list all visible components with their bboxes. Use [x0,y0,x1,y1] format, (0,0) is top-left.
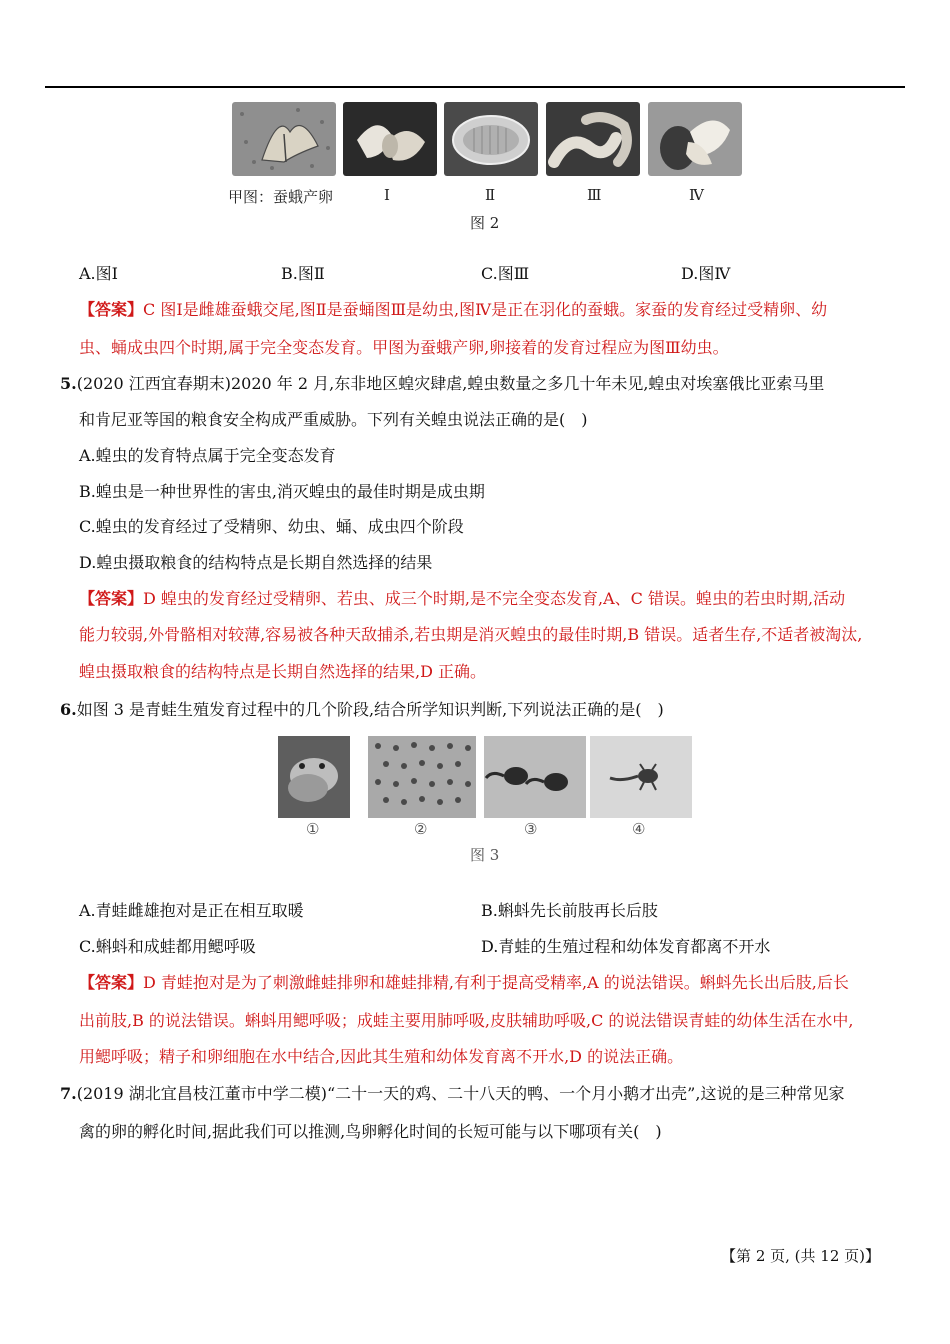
label-stage-2: ② [414,820,428,838]
q6-answer-line-2: 出前肢,B 的说法错误。蝌蚪用鳃呼吸；成蛙主要用肺呼吸,皮肤辅助呼吸,C 的说法错误青蛙的幼体生活在水中, [79,1011,854,1030]
label-stage-II: Ⅱ [485,186,496,204]
figure-3-title: 图 3 [470,846,500,864]
q6-option-b: B.蝌蚪先长前肢再长后肢 [481,901,658,920]
q5-option-a: A.蝗虫的发育特点属于完全变态发育 [79,446,336,465]
q6-answer-line-1: 【答案】D 青蛙抱对是为了刺激雌蛙排卵和雄蛙排精,有利于提高受精率,A 的说法错误。蝌蚪先长出后肢,后长 [79,973,849,992]
q5-answer-line-3: 蝗虫摄取粮食的结构特点是长期自然选择的结果,D 正确。 [79,662,487,681]
header-rule [45,86,905,88]
answer-tag: 【答案】 [79,589,144,608]
label-stage-IV: Ⅳ [689,186,704,204]
q7-stem-line-1: 7.(2019 湖北宜昌枝江董市中学二模)“二十一天的鸡、二十八天的鸭、一个月小鹅才出壳”,这说的是三种常见家 [60,1084,845,1103]
q6-stem: 6.如图 3 是青蛙生殖发育过程中的几个阶段,结合所学知识判断,下列说法正确的是( ) [60,700,664,719]
q4-option-c: C.图Ⅲ [481,264,530,283]
q5-number: 5. [60,374,77,393]
q6-option-a: A.青蛙雌雄抱对是正在相互取暖 [79,901,304,920]
photo-stage-II [444,102,538,176]
figure-2-caption: 甲图：蚕蛾产卵 [228,188,334,206]
q7-stem-line-2: 禽的卵的孵化时间,据此我们可以推测,鸟卵孵化时间的长短可能与以下哪项有关( ) [79,1122,662,1141]
q4-option-b: B.图Ⅱ [281,264,325,283]
photo-frog-eggs [368,736,476,818]
photo-stage-IV [648,102,742,176]
q4-answer-line-2: 虫、蛹成虫四个时期,属于完全变态发育。甲图为蚕蛾产卵,卵接着的发育过程应为图Ⅲ幼虫。 [79,338,729,357]
figure-2-title: 图 2 [470,214,500,232]
label-stage-3: ③ [524,820,538,838]
photo-silkmoth-laying-eggs [232,102,336,176]
label-stage-I: Ⅰ [384,186,390,204]
label-stage-1: ① [306,820,320,838]
q4-option-d: D.图Ⅳ [681,264,731,283]
q5-option-c: C.蝗虫的发育经过了受精卵、幼虫、蛹、成虫四个阶段 [79,517,464,536]
page-footer: 【第 2 页, (共 12 页)】 [721,1247,880,1265]
q6-option-c: C.蝌蚪和成蛙都用鳃呼吸 [79,937,256,956]
q4-option-a: A.图Ⅰ [79,264,118,283]
label-stage-4: ④ [632,820,646,838]
q6-option-d: D.青蛙的生殖过程和幼体发育都离不开水 [481,937,771,956]
label-stage-III: Ⅲ [587,186,602,204]
q5-stem-line-2: 和肯尼亚等国的粮食安全构成严重威胁。下列有关蝗虫说法正确的是( ) [79,410,588,429]
figure-2 [226,98,744,238]
q5-answer-line-2: 能力较弱,外骨骼相对较薄,容易被各种天敌捕杀,若虫期是消灭蝗虫的最佳时期,B 错误。适者生存,不适者被淘汰, [79,625,863,644]
q5-option-d: D.蝗虫摄取粮食的结构特点是长期自然选择的结果 [79,553,433,572]
photo-stage-III [546,102,640,176]
answer-tag: 【答案】 [79,300,144,319]
photo-frogs-amplexus [278,736,350,818]
q5-answer-line-1: 【答案】D 蝗虫的发育经过受精卵、若虫、成三个时期,是不完全变态发育,A、C 错误。蝗虫的若虫时期,活动 [79,589,846,608]
q6-answer-line-3: 用鳃呼吸；精子和卵细胞在水中结合,因此其生殖和幼体发育离不开水,D 的说法正确。 [79,1047,684,1066]
q5-option-b: B.蝗虫是一种世界性的害虫,消灭蝗虫的最佳时期是成虫期 [79,482,485,501]
photo-stage-I [343,102,437,176]
photo-tadpole-with-legs [590,736,692,818]
q7-number: 7. [60,1084,77,1103]
q4-answer-line-1: 【答案】C 图Ⅰ是雌雄蚕蛾交尾,图Ⅱ是蚕蛹图Ⅲ是幼虫,图Ⅳ是正在羽化的蚕蛾。家蚕的发育经过受精卵、幼 [79,300,828,319]
answer-tag: 【答案】 [79,973,144,992]
q5-stem-line-1: 5.(2020 江西宜春期末)2020 年 2 月,东非地区蝗灾肆虐,蝗虫数量之多几十年未见,蝗虫对埃塞俄比亚索马里 [60,374,825,393]
photo-tadpoles [484,736,586,818]
q6-number: 6. [60,700,77,719]
figure-3 [276,732,720,864]
